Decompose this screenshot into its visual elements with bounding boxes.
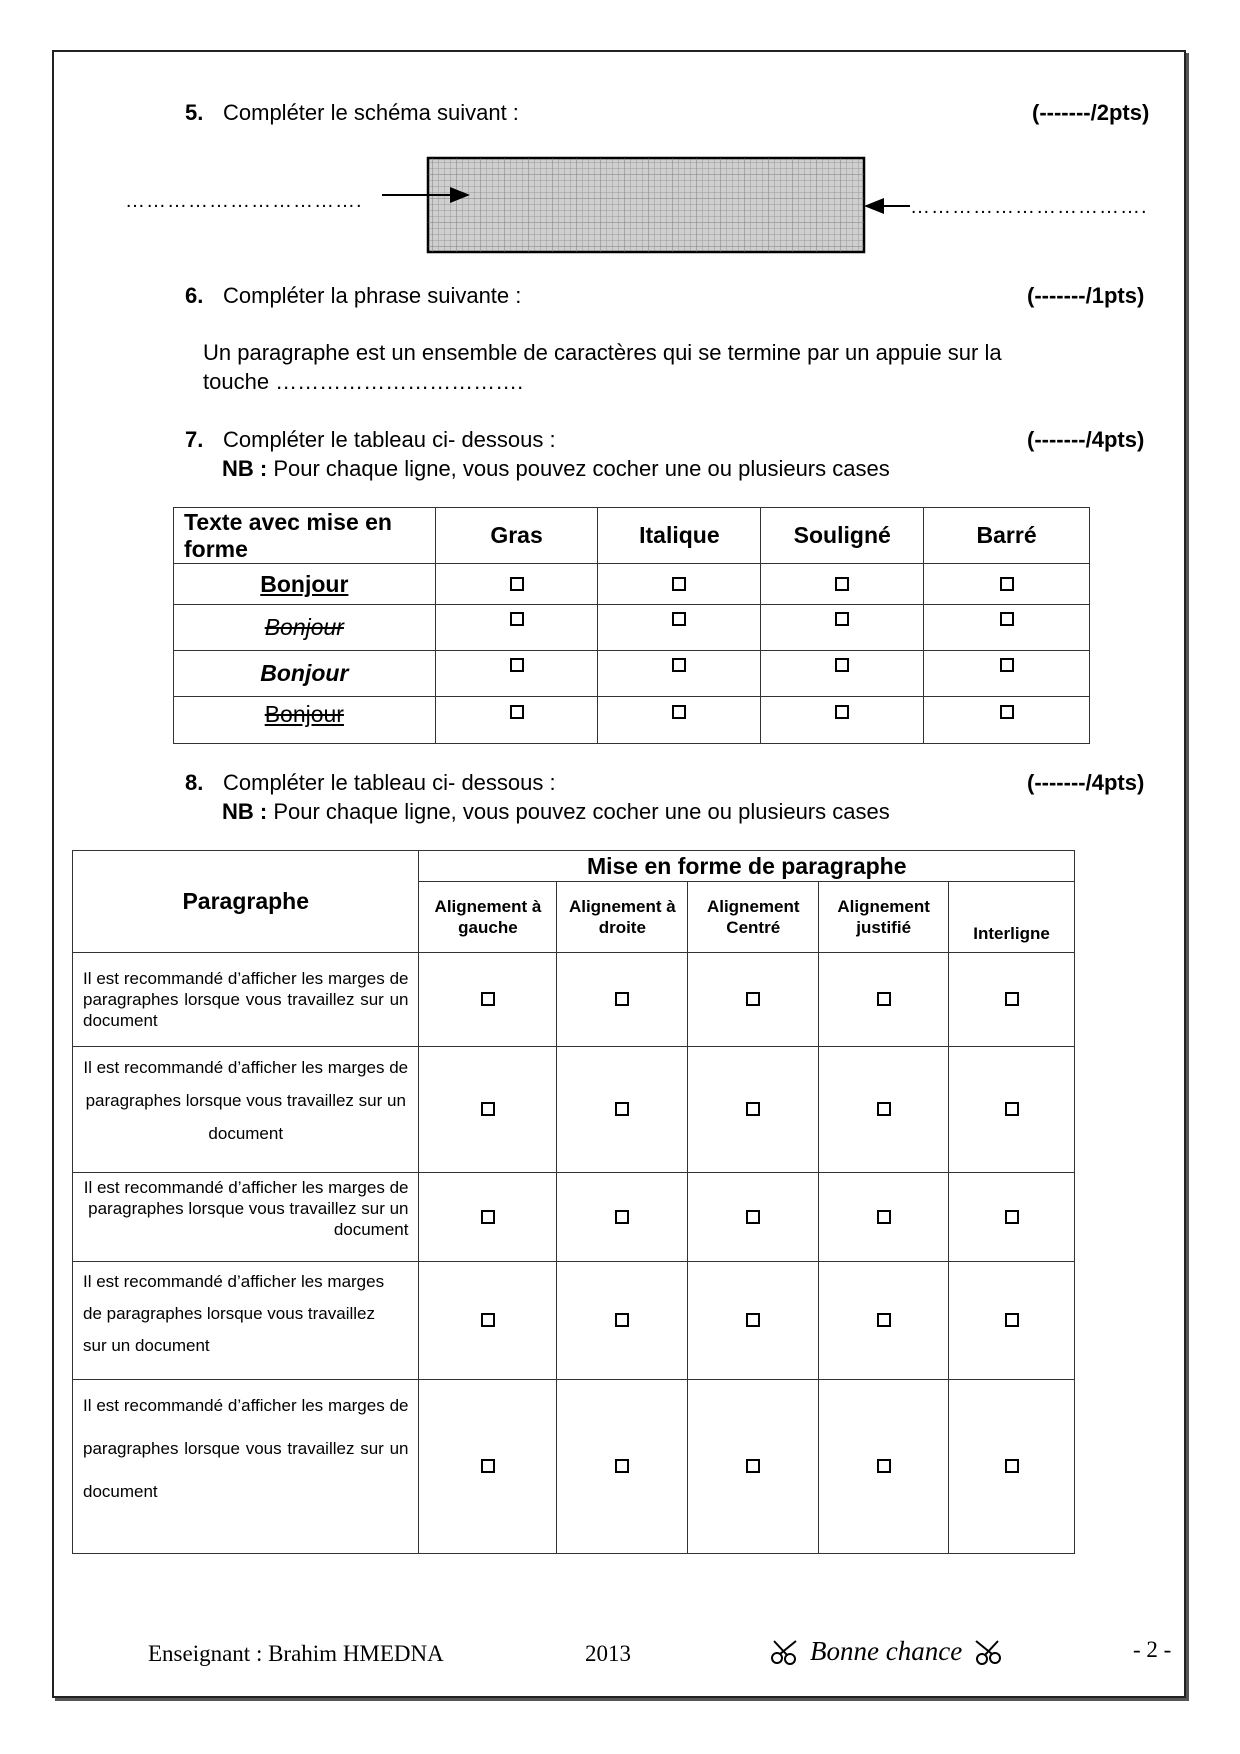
q7-note [222,456,890,482]
checkbox[interactable] [481,1459,495,1473]
q7-word-1: Bonjour [260,570,349,597]
table-row [174,564,1090,605]
table-row [174,697,1090,744]
q5-points: (-------/2pts) [1032,100,1150,125]
checkbox[interactable] [835,705,849,719]
checkbox[interactable] [615,1459,629,1473]
q5-right-blank: ……………………………. [910,196,1148,218]
checkbox[interactable] [1005,1102,1019,1116]
scissors-right-icon [974,1638,1002,1666]
q5-text: Compléter le schéma suivant : [223,100,519,125]
checkbox[interactable] [481,1210,495,1224]
q7-header-barre: Barré [924,508,1090,564]
q7-header-gras: Gras [435,508,598,564]
checkbox[interactable] [1000,577,1014,591]
footer-year: 2013 [585,1641,631,1666]
checkbox[interactable] [877,992,891,1006]
q8-line [185,770,556,796]
checkbox[interactable] [1005,992,1019,1006]
checkbox[interactable] [615,992,629,1006]
q8-table [72,850,1075,1554]
q7-word-4: Bonjour [264,701,344,727]
q8-nb-text: Pour chaque ligne, vous pouvez cocher une ou plusieurs cases [267,799,890,824]
checkbox[interactable] [481,992,495,1006]
q7-points: (-------/4pts) [1027,427,1145,452]
q8-nb-label: NB : [222,799,268,824]
q7-table [173,507,1090,744]
checkbox[interactable] [672,612,686,626]
checkbox[interactable] [1000,658,1014,672]
checkbox[interactable] [481,1313,495,1327]
q5-left-blank: ……………………………. [125,190,363,212]
footer-wish [770,1636,1002,1667]
checkbox[interactable] [746,1459,760,1473]
checkbox[interactable] [877,1459,891,1473]
checkbox[interactable] [510,577,524,591]
checkbox[interactable] [1005,1313,1019,1327]
checkbox[interactable] [835,612,849,626]
q6-sentence-2: touche ……………………………. [203,369,524,394]
checkbox[interactable] [835,658,849,672]
checkbox[interactable] [1005,1459,1019,1473]
q7-header-row [174,508,1090,564]
table-row [174,651,1090,697]
q8-number: 8. [185,770,204,795]
q6-sentence-1: Un paragraphe est un ensemble de caractères qui se termine par un appuie sur la [203,340,1002,365]
checkbox[interactable] [746,1210,760,1224]
table-row [73,953,1075,1047]
q8-sub-justifie: Alignement justifié [819,882,949,953]
checkbox[interactable] [746,1102,760,1116]
checkbox[interactable] [746,1313,760,1327]
q6-points: (-------/1pts) [1027,283,1145,308]
checkbox[interactable] [1005,1210,1019,1224]
table-row [73,1173,1075,1262]
footer-bonne-chance: Bonne chance [810,1636,963,1666]
q6-line [185,283,521,309]
q7-word-3: Bonjour [260,660,349,686]
checkbox[interactable] [510,658,524,672]
checkbox[interactable] [510,612,524,626]
q8-header-group: Mise en forme de paragraphe [419,851,1075,882]
checkbox[interactable] [672,658,686,672]
q8-para-center: Il est recommandé d’afficher les marges de paragraphes lorsque vous travaillez sur un document [73,1047,419,1173]
q8-para-justified: Il est recommandé d’afficher les marges de paragraphes lorsque vous travaillez sur un document [73,1380,419,1554]
checkbox[interactable] [615,1102,629,1116]
q8-sub-centre: Alignement Centré [688,882,819,953]
table-row [174,605,1090,651]
checkbox[interactable] [481,1102,495,1116]
q7-line [185,427,556,453]
footer-page-number: - 2 - [1133,1637,1172,1662]
table-row [73,1380,1075,1554]
q7-header-italique: Italique [598,508,761,564]
q8-header-row [73,851,1075,882]
checkbox[interactable] [835,577,849,591]
checkbox[interactable] [510,705,524,719]
q7-text: Compléter le tableau ci- dessous : [223,427,556,452]
checkbox[interactable] [615,1210,629,1224]
q7-number: 7. [185,427,204,452]
q8-para-right: Il est recommandé d’afficher les marges de paragraphes lorsque vous travaillez sur un document [73,1173,419,1262]
checkbox[interactable] [877,1102,891,1116]
checkbox[interactable] [746,992,760,1006]
checkbox[interactable] [672,577,686,591]
q8-sub-gauche: Alignement à gauche [419,882,557,953]
checkbox[interactable] [615,1313,629,1327]
q8-header-paragraphe: Paragraphe [73,851,419,953]
q5-line [185,100,519,126]
checkbox[interactable] [1000,612,1014,626]
q7-header-souligne: Souligné [761,508,924,564]
q7-header-text: Texte avec mise en forme [174,508,436,564]
q6-number: 6. [185,283,204,308]
q8-para-left: Il est recommandé d’afficher les marges de paragraphes lorsque vous travaillez sur un document [73,953,419,1047]
q7-word-2: Bonjour [264,614,344,640]
q5-number: 5. [185,100,204,125]
checkbox[interactable] [672,705,686,719]
q8-note [222,799,890,825]
table-row [73,1047,1075,1173]
checkbox[interactable] [877,1210,891,1224]
scissors-left-icon [770,1638,798,1666]
q7-nb-text: Pour chaque ligne, vous pouvez cocher une ou plusieurs cases [267,456,890,481]
footer-teacher: Enseignant : Brahim HMEDNA [148,1641,444,1666]
q8-para-spaced: Il est recommandé d’afficher les marges de paragraphes lorsque vous travaillez sur un document [73,1262,419,1380]
q8-sub-interligne: Interligne [949,882,1075,953]
q7-nb-label: NB : [222,456,268,481]
q6-text: Compléter la phrase suivante : [223,283,522,308]
checkbox[interactable] [877,1313,891,1327]
q8-points: (-------/4pts) [1027,770,1145,795]
table-row [73,1262,1075,1380]
q8-sub-droite: Alignement à droite [557,882,688,953]
checkbox[interactable] [1000,705,1014,719]
q8-text: Compléter le tableau ci- dessous : [223,770,556,795]
